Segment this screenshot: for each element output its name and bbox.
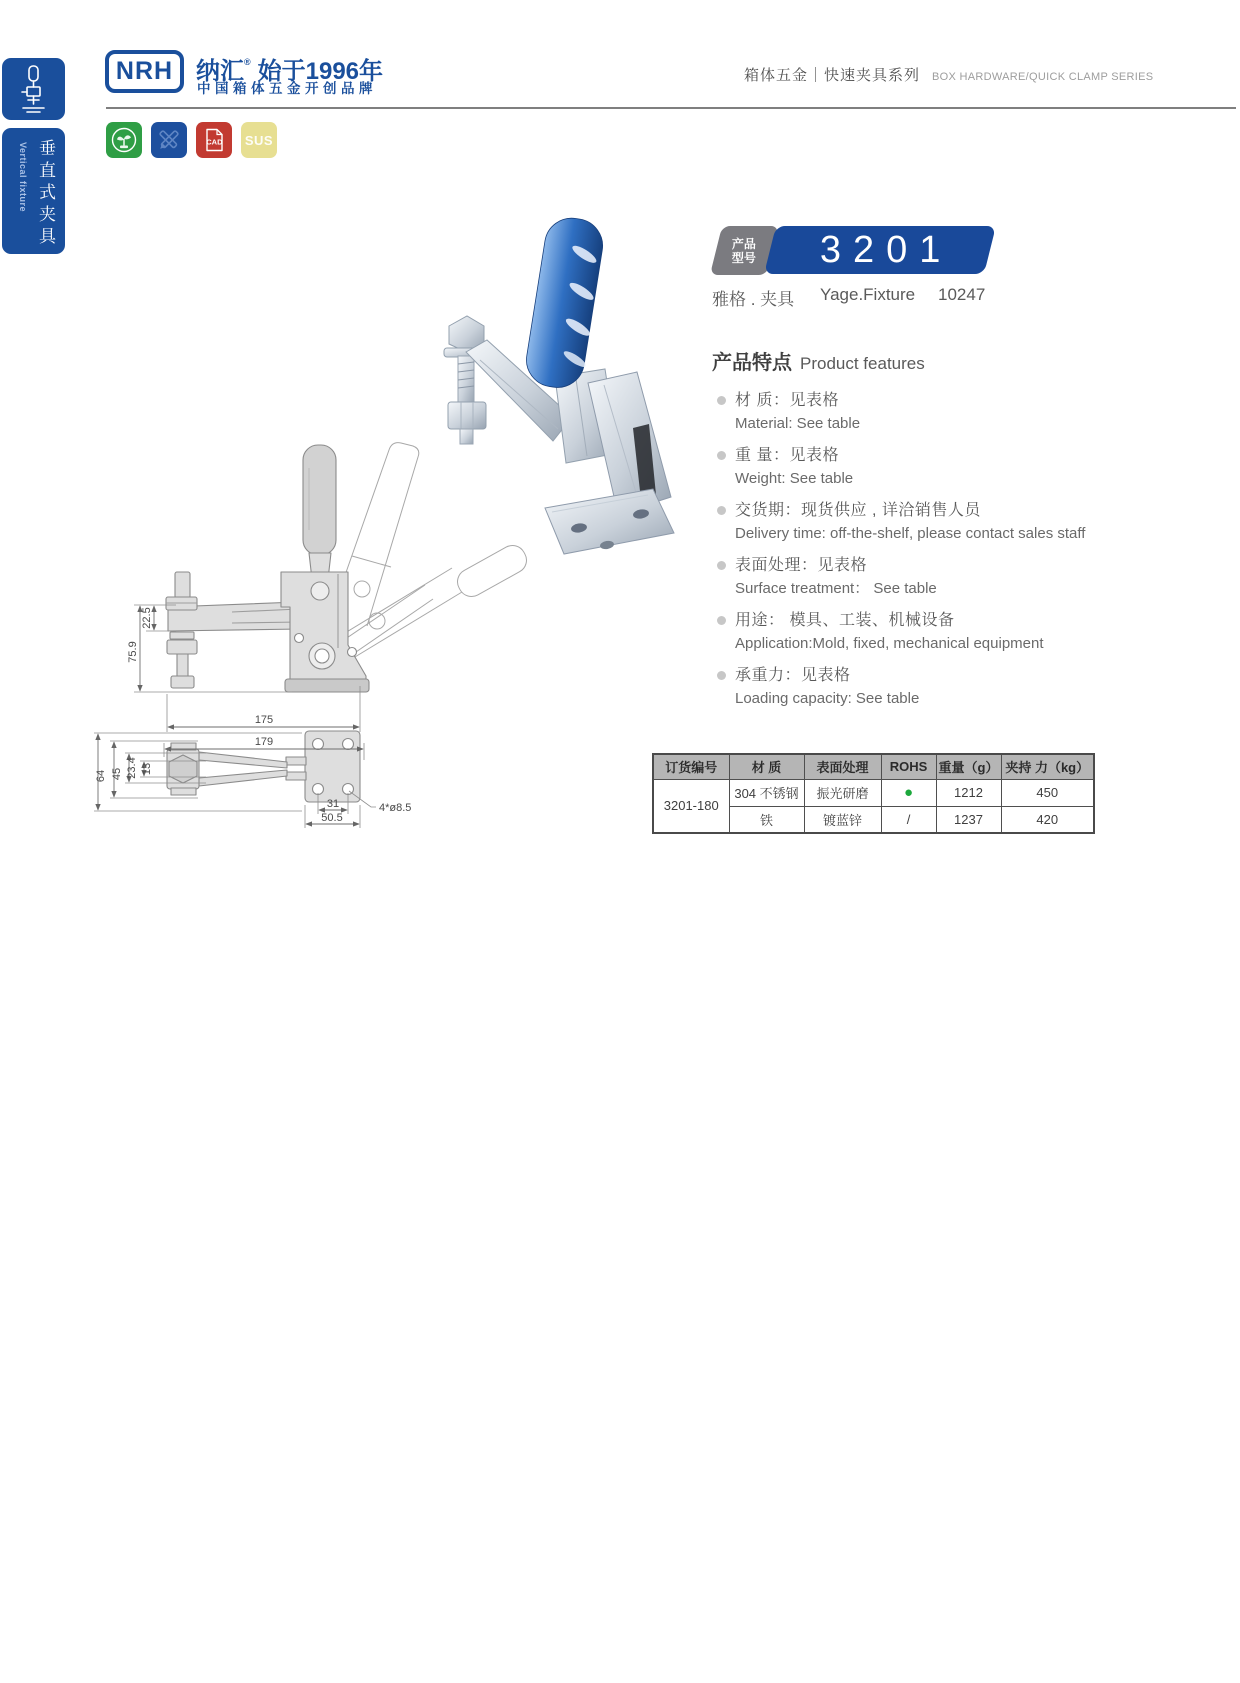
vertical-clamp-icon [15,64,53,114]
col-surface: 表面处理 [804,754,881,779]
drafting-tools-icon [154,125,184,155]
spec-table [652,753,1095,834]
dim-50-5: 50.5 [321,812,343,824]
dim-179: 179 [254,736,274,748]
feature-cn: 表面处理：见表格 [735,557,868,574]
category-label-en: Vertical fixture [18,142,28,213]
sus-badge [241,122,277,158]
rohs-cell: ● [881,779,936,806]
dim-22-5: 22.5 [141,607,153,629]
brand-logo [105,50,184,93]
model-tag-line2: 型号 [732,250,757,265]
dim-13: 13 [141,762,153,776]
side-view-drawing [166,443,531,692]
col-material: 材 质 [729,754,804,779]
hole-callout: 4*ø8.5 [379,802,412,814]
weight-cell: 1212 [936,779,1001,806]
feature-capacity [712,665,1202,709]
material-cell: 铁 [729,806,804,833]
feature-weight [712,445,1202,489]
model-number-banner [764,226,996,274]
features-title [712,346,1202,375]
sidebar-category-tab [2,128,65,254]
spec-header-row [653,754,1094,779]
material-cell: 304 不锈钢 [729,779,804,806]
cad-badge-label: CAD [206,137,223,147]
dim-64: 64 [95,769,107,783]
technical-drawing [85,200,685,900]
spec-row-stainless [653,779,1094,806]
bullet-icon [717,561,726,570]
feature-en: Surface treatment： See table [735,580,937,597]
header-divider [106,107,1236,109]
order-no-cell: 3201-180 [653,779,729,833]
feature-en: Weight: See table [735,470,854,487]
cad-badge [196,122,232,158]
bullet-icon [717,396,726,405]
feature-en: Delivery time: off-the-shelf, please contact sales staff [735,525,1086,542]
rohs-cell: / [881,806,936,833]
product-photo [444,214,674,554]
model-name-cn: 雅格 . 夹具 [712,290,795,309]
capacity-cell: 450 [1001,779,1094,806]
registered-mark: ® [244,57,251,67]
sidebar-category-icon-box [2,58,65,120]
dim-31: 31 [326,798,340,810]
category-label-cn: 垂直式夹具 [36,139,55,249]
feature-cn: 用途： 模具、工装、机械设备 [735,612,955,629]
bullet-icon [717,671,726,680]
dim-23-4: 23.4 [126,757,138,779]
feature-cn: 重 量：见表格 [735,447,839,464]
feature-delivery [712,500,1202,544]
product-features [712,346,1202,720]
series-title-cn: 箱体五金｜快速夹具系列 [744,67,921,84]
model-code: 10247 [938,285,986,304]
sprout-icon [109,125,139,155]
sus-badge-label: SUS [244,132,274,148]
bullet-icon [717,506,726,515]
feature-surface [712,555,1202,599]
bullet-icon [717,616,726,625]
series-header [744,64,1153,85]
brand-name-cn: 纳汇 [196,58,244,85]
dim-45: 45 [111,767,123,781]
col-order-no: 订货编号 [653,754,729,779]
brand-logo-text: NRH [115,57,174,85]
feature-material [712,390,1202,434]
surface-cell: 镀蓝锌 [804,806,881,833]
cert-badges [106,122,277,158]
capacity-cell: 420 [1001,806,1094,833]
bullet-icon [717,451,726,460]
feature-cn: 材 质：见表格 [735,392,839,409]
col-weight: 重量（g） [936,754,1001,779]
col-capacity: 夹持 力（kg） [1001,754,1094,779]
feature-cn: 交货期：现货供应 , 详洽销售人员 [735,502,981,519]
clamp-handle [523,214,610,392]
design-badge [151,122,187,158]
brand-subtitle: 中国箱体五金开创品牌 [197,81,377,96]
model-number: 3201 [819,228,953,271]
feature-cn: 承重力：见表格 [735,667,851,684]
model-tag-line1: 产品 [732,236,757,251]
dimension-labels [95,607,411,824]
surface-cell: 振光研磨 [804,779,881,806]
model-name-en: Yage.Fixture [820,285,916,304]
dim-175: 175 [254,714,274,726]
col-rohs: ROHS [881,754,936,779]
feature-en: Material: See table [735,415,861,432]
series-title-en: BOX HARDWARE/QUICK CLAMP SERIES [932,71,1154,83]
feature-application [712,610,1202,654]
spec-table-wrap [652,753,1095,834]
features-title-cn: 产品特点 [712,352,792,374]
cad-file-icon [199,125,229,155]
eco-badge [106,122,142,158]
brand-slogan: 始于1996年 [257,58,384,85]
feature-en: Loading capacity: See table [735,690,920,707]
features-title-en: Product features [800,354,925,373]
feature-en: Application:Mold, fixed, mechanical equipment [735,635,1044,652]
dim-75-9: 75.9 [127,641,139,663]
weight-cell: 1237 [936,806,1001,833]
